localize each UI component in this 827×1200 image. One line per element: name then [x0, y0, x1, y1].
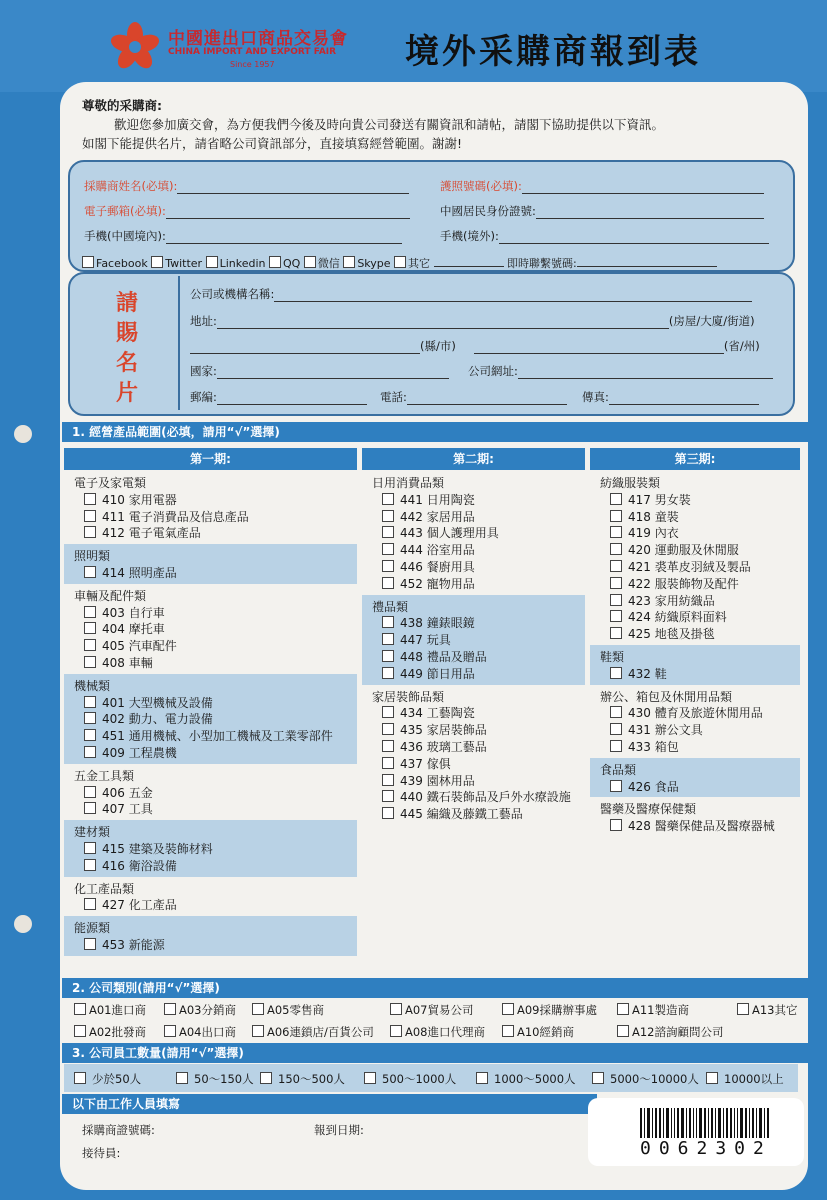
product-label: 409 工程農機 [102, 746, 177, 760]
checkbox[interactable] [84, 566, 96, 578]
product-option[interactable] [610, 541, 739, 558]
checkbox[interactable] [610, 723, 622, 735]
checkbox[interactable] [610, 560, 622, 572]
product-label: 426 食品 [628, 779, 679, 794]
checkbox[interactable] [84, 526, 96, 538]
checkbox[interactable] [382, 493, 394, 505]
checkbox[interactable] [737, 1003, 749, 1015]
company-type-label: A04出口商 [179, 1025, 236, 1039]
product-label: 419 內衣 [628, 526, 679, 541]
phase1-header: 第一期: [64, 448, 357, 470]
intro-text [82, 96, 802, 153]
category-title: 化工產品類 [74, 881, 135, 896]
checkbox[interactable] [84, 802, 96, 814]
product-label: 447 玩具 [400, 633, 451, 648]
company-name-field[interactable]: 公司或機構名稱: [190, 286, 752, 302]
checkbox[interactable] [394, 256, 406, 268]
checkbox[interactable] [390, 1003, 402, 1015]
checkbox[interactable] [84, 729, 96, 741]
product-label: 443 個人護理用具 [400, 526, 499, 541]
category-title: 五金工具類 [74, 768, 135, 783]
checkbox[interactable] [617, 1003, 629, 1015]
category-title: 日用消費品類 [372, 476, 445, 490]
company-type-label: A12諮詢顧問公司 [632, 1025, 724, 1039]
product-option[interactable] [84, 710, 213, 727]
social-option[interactable]: 微信 [304, 257, 340, 270]
serial-number: 0062302 [640, 1138, 772, 1159]
product-label: 416 衛浴設備 [102, 858, 177, 873]
checkbox[interactable] [74, 1025, 86, 1037]
checkbox[interactable] [382, 757, 394, 769]
social-option[interactable]: QQ [269, 257, 300, 270]
checkbox[interactable] [151, 256, 163, 268]
category-title: 車輛及配件類 [74, 588, 147, 603]
employee-count-option[interactable] [592, 1071, 699, 1087]
checkbox[interactable] [269, 256, 281, 268]
checkbox[interactable] [84, 746, 96, 758]
phone-field[interactable]: 電話: [380, 389, 567, 405]
product-option[interactable] [84, 857, 177, 874]
category-title: 機械類 [74, 678, 111, 693]
employee-count-row [64, 1064, 798, 1092]
checkbox[interactable] [84, 938, 96, 950]
product-label: 415 建築及裝飾材料 [102, 842, 213, 856]
product-label: 427 化工產品 [102, 898, 177, 913]
business-card-label: 請 賜 名 片 [115, 290, 138, 406]
website-field[interactable]: 公司網址: [468, 363, 773, 379]
barcode-icon [640, 1108, 800, 1138]
checkbox[interactable] [382, 723, 394, 735]
product-label: 412 電子電氣產品 [102, 526, 201, 541]
checkbox[interactable] [610, 594, 622, 606]
product-label: 421 裘革皮羽絨及製品 [628, 560, 751, 574]
product-label: 402 動力、電力設備 [102, 712, 213, 727]
product-option[interactable] [382, 738, 487, 755]
employee-count-label: 50～150人 [194, 1072, 254, 1086]
checkbox[interactable] [592, 1072, 604, 1084]
phase3-column [590, 448, 800, 976]
checkbox[interactable] [382, 577, 394, 589]
checkbox[interactable] [610, 543, 622, 555]
employee-count-option[interactable] [706, 1071, 784, 1087]
checkbox[interactable] [252, 1025, 264, 1037]
checkbox[interactable] [84, 493, 96, 505]
checkbox[interactable] [84, 656, 96, 668]
product-option[interactable] [84, 800, 153, 817]
product-option[interactable] [84, 784, 153, 801]
checkbox[interactable] [84, 898, 96, 910]
category-title: 家居裝飾品類 [372, 689, 445, 704]
product-option[interactable] [382, 631, 451, 648]
product-option[interactable] [382, 755, 451, 772]
product-label: 440 鐵石裝飾品及戶外水療設施 [400, 790, 571, 805]
product-label: 404 摩托車 [102, 622, 165, 637]
section1-title: 1. 經營產品範圍(必填，請用“√”選擇) [62, 422, 808, 442]
cn-id-field[interactable]: 中國居民身份證號: [440, 203, 764, 219]
product-option[interactable] [610, 738, 679, 755]
checkbox[interactable] [82, 256, 94, 268]
employee-count-label: 500～1000人 [382, 1072, 457, 1086]
social-option[interactable]: Skype [343, 257, 390, 270]
product-label: 420 運動服及休閒服 [628, 543, 739, 558]
category-title: 照明類 [74, 549, 111, 564]
flower-logo-icon [110, 22, 160, 72]
checkbox[interactable] [390, 1025, 402, 1037]
checkbox[interactable] [164, 1025, 176, 1037]
checkbox[interactable] [610, 780, 622, 792]
product-option[interactable] [610, 491, 691, 508]
product-option[interactable] [382, 704, 475, 721]
product-option[interactable] [382, 772, 475, 789]
passport-field[interactable]: 護照號碼(必填): [440, 178, 764, 194]
company-type-label: A07貿易公司 [405, 1003, 474, 1017]
social-option[interactable]: Linkedin [206, 257, 266, 270]
product-label: 423 家用紡織品 [628, 593, 715, 608]
checkbox[interactable] [252, 1003, 264, 1015]
phase3-header: 第三期: [590, 448, 800, 470]
product-option[interactable] [84, 604, 165, 621]
mobile-cn-field[interactable]: 手機(中國境內): [84, 228, 402, 244]
product-option[interactable] [84, 744, 177, 761]
product-label: 439 園林用品 [400, 773, 475, 788]
company-type-option[interactable] [502, 1002, 597, 1018]
checkbox[interactable] [164, 1003, 176, 1015]
product-label: 453 新能源 [102, 938, 165, 952]
checkbox[interactable] [382, 667, 394, 679]
address-field[interactable]: 地址: (房屋/大廈/街道) [190, 314, 755, 328]
checkbox[interactable] [382, 774, 394, 786]
checkbox[interactable] [343, 256, 355, 268]
checkbox[interactable] [617, 1025, 629, 1037]
product-option[interactable] [84, 508, 249, 525]
email-field[interactable]: 電子郵箱(必填): [84, 203, 410, 219]
checkbox[interactable] [706, 1072, 718, 1084]
fair-name-en: CHINA IMPORT AND EXPORT FAIR [168, 47, 337, 57]
fair-since: Since 1957 [230, 60, 275, 69]
employee-count-label: 少於50人 [92, 1072, 142, 1086]
punch-hole [14, 425, 32, 443]
employee-count-option[interactable] [176, 1071, 254, 1087]
company-type-option[interactable] [390, 1024, 485, 1040]
product-option[interactable] [610, 721, 703, 738]
register-date-field[interactable]: 報到日期: [314, 1123, 364, 1137]
product-label: 432 鞋 [628, 666, 667, 681]
product-option[interactable] [382, 491, 475, 508]
form-title: 境外采購商報到表 [405, 32, 701, 72]
company-type-option[interactable] [252, 1024, 374, 1040]
section2-title: 2. 公司類別(請用“√”選擇) [62, 978, 808, 998]
employee-count-option[interactable] [74, 1071, 141, 1087]
fair-name-cn: 中國進出口商品交易會 [168, 29, 348, 49]
employee-count-label: 1000～5000人 [494, 1072, 576, 1086]
checkbox[interactable] [382, 543, 394, 555]
punch-hole [14, 915, 32, 933]
checkbox[interactable] [382, 633, 394, 645]
checkbox[interactable] [84, 696, 96, 708]
product-option[interactable] [382, 614, 475, 631]
phase1-column [64, 448, 357, 976]
category-title: 紡織服裝類 [600, 476, 661, 490]
product-option[interactable] [610, 625, 715, 642]
checkbox[interactable] [382, 740, 394, 752]
checkbox[interactable] [84, 712, 96, 724]
checkbox[interactable] [260, 1072, 272, 1084]
checkbox[interactable] [84, 786, 96, 798]
checkbox[interactable] [610, 740, 622, 752]
product-option[interactable] [84, 727, 333, 744]
product-label: 401 大型機械及設備 [102, 695, 213, 710]
company-type-label: A10經銷商 [517, 1025, 574, 1039]
product-label: 452 寵物用品 [400, 576, 475, 591]
product-option[interactable] [84, 620, 165, 637]
social-option[interactable]: Facebook [82, 257, 148, 270]
product-label: 418 童裝 [628, 509, 679, 524]
product-label: 408 車輛 [102, 656, 153, 670]
product-label: 444 浴室用品 [400, 543, 475, 558]
product-label: 414 照明產品 [102, 566, 177, 580]
company-type-option[interactable] [390, 1002, 474, 1018]
product-label: 417 男女裝 [628, 492, 691, 507]
company-type-label: A05零售商 [267, 1003, 324, 1017]
company-type-option[interactable] [252, 1002, 324, 1018]
buyer-name-field[interactable]: 採購商姓名(必填): [84, 178, 409, 194]
section3-title: 3. 公司員工數量(請用“√”選擇) [62, 1043, 808, 1063]
checkbox[interactable] [84, 842, 96, 854]
checkbox[interactable] [304, 256, 316, 268]
company-type-option[interactable] [502, 1024, 574, 1040]
mobile-abroad-field[interactable]: 手機(境外): [440, 228, 769, 244]
product-option[interactable] [382, 648, 487, 665]
product-label: 407 工具 [102, 802, 153, 817]
checkbox[interactable] [382, 616, 394, 628]
phase2-header: 第二期: [362, 448, 585, 470]
checkbox[interactable] [382, 526, 394, 538]
product-option[interactable] [84, 896, 177, 913]
checkbox[interactable] [610, 610, 622, 622]
employee-count-option[interactable] [476, 1071, 576, 1087]
product-label: 445 編織及藤鐵工藝品 [400, 807, 523, 822]
fax-field[interactable]: 傳真: [582, 389, 759, 405]
product-label: 441 日用陶瓷 [400, 492, 475, 507]
company-type-option[interactable] [617, 1002, 689, 1018]
product-option[interactable] [84, 840, 213, 857]
employee-count-label: 10000以上 [724, 1072, 784, 1086]
product-option[interactable] [610, 608, 727, 625]
product-label: 411 電子消費品及信息產品 [102, 509, 249, 524]
product-label: 424 紡織原料面料 [628, 610, 727, 625]
checkbox[interactable] [84, 639, 96, 651]
product-option[interactable] [610, 817, 775, 834]
product-label: 403 自行車 [102, 605, 165, 620]
product-option[interactable] [84, 524, 201, 541]
product-option[interactable] [382, 805, 523, 822]
company-type-label: A03分銷商 [179, 1003, 236, 1017]
product-label: 438 鐘錶眼鏡 [400, 616, 475, 631]
checkbox[interactable] [84, 622, 96, 634]
product-option[interactable] [382, 558, 475, 575]
category-title: 辦公、箱包及休閒用品類 [600, 689, 733, 704]
social-option[interactable]: Twitter [151, 257, 202, 270]
product-label: 435 家居裝飾品 [400, 723, 487, 738]
social-options [82, 255, 717, 271]
product-option[interactable] [610, 592, 715, 609]
category-title: 食品類 [600, 762, 637, 777]
postcode-field[interactable]: 郵編: [190, 389, 367, 405]
product-option[interactable] [610, 665, 667, 682]
employee-count-option[interactable] [364, 1071, 456, 1087]
product-label: 448 禮品及贈品 [400, 650, 487, 664]
im-number-field[interactable] [577, 256, 717, 267]
category-title: 醫藥及醫療保健類 [600, 802, 697, 817]
category-title: 鞋類 [600, 650, 625, 664]
product-option[interactable] [382, 541, 475, 558]
product-label: 434 工藝陶瓷 [400, 706, 475, 721]
product-label: 430 體育及旅遊休閒用品 [628, 706, 763, 721]
product-label: 449 節日用品 [400, 666, 475, 681]
checkbox[interactable] [382, 560, 394, 572]
product-option[interactable] [610, 508, 679, 525]
product-label: 405 汽車配件 [102, 639, 177, 654]
fair-logo [110, 20, 380, 74]
category-title: 能源類 [74, 921, 111, 936]
checkbox[interactable] [382, 706, 394, 718]
greeting: 尊敬的采購商: [82, 98, 162, 113]
checkbox[interactable] [382, 510, 394, 522]
checkbox[interactable] [84, 606, 96, 618]
intro-line: 如閣下能提供名片，請省略公司資訊部分，直接填寫經營範圍。謝謝! [82, 136, 463, 151]
category-title: 禮品類 [372, 599, 409, 614]
product-option[interactable] [610, 524, 679, 541]
product-option[interactable] [84, 694, 213, 711]
country-field[interactable]: 國家: [190, 363, 449, 379]
product-label: 422 服裝飾物及配件 [628, 576, 739, 591]
product-label: 431 辦公文具 [628, 723, 703, 738]
product-option[interactable] [382, 524, 499, 541]
checkbox[interactable] [74, 1003, 86, 1015]
receptionist-field[interactable]: 接待員: [82, 1146, 121, 1160]
im-number-label: 即時聯繫號碼: [507, 257, 577, 270]
checkbox[interactable] [610, 667, 622, 679]
company-type-label: A06連鎖店/百貨公司 [267, 1025, 374, 1039]
product-label: 437 傢俱 [400, 756, 451, 771]
product-option[interactable] [84, 637, 177, 654]
checkbox[interactable] [74, 1072, 86, 1084]
checkbox[interactable] [382, 790, 394, 802]
product-option[interactable] [84, 491, 177, 508]
product-option[interactable] [84, 654, 153, 671]
product-option[interactable] [382, 721, 487, 738]
product-option[interactable] [382, 788, 571, 805]
checkbox[interactable] [84, 510, 96, 522]
checkbox[interactable] [610, 526, 622, 538]
company-type-label: A01進口商 [89, 1003, 146, 1017]
product-label: 433 箱包 [628, 740, 679, 754]
company-type-option[interactable] [737, 1002, 798, 1018]
checkbox[interactable] [382, 650, 394, 662]
checkbox[interactable] [206, 256, 218, 268]
product-label: 425 地毯及掛毯 [628, 627, 715, 642]
checkbox[interactable] [176, 1072, 188, 1084]
product-option[interactable] [610, 558, 751, 575]
product-label: 451 通用機械、小型加工機械及工業零部件 [102, 729, 333, 744]
product-option[interactable] [382, 508, 475, 525]
product-label: 446 餐廚用具 [400, 560, 475, 574]
product-option[interactable] [382, 575, 475, 592]
company-type-option[interactable] [164, 1002, 236, 1018]
product-option[interactable] [610, 778, 679, 795]
company-type-label: A08進口代理商 [405, 1025, 485, 1039]
checkbox[interactable] [610, 627, 622, 639]
product-option[interactable] [610, 704, 763, 721]
company-type-label: A13其它 [752, 1003, 798, 1017]
checkbox[interactable] [502, 1003, 514, 1015]
category-title: 建材類 [74, 825, 111, 840]
checkbox[interactable] [84, 859, 96, 871]
checkbox[interactable] [476, 1072, 488, 1084]
checkbox[interactable] [610, 819, 622, 831]
company-type-option[interactable] [74, 1024, 146, 1040]
intro-line: 歡迎您參加廣交會，為方便我們今後及時向貴公司發送有關資訊和請帖，請閣下協助提供以下資訊。 [114, 117, 665, 132]
company-type-label: A11製造商 [632, 1003, 689, 1017]
company-type-option[interactable] [164, 1024, 236, 1040]
checkbox[interactable] [502, 1025, 514, 1037]
buyer-number-field[interactable]: 採購商證號碼: [82, 1123, 155, 1137]
checkbox[interactable] [364, 1072, 376, 1084]
product-label: 436 玻璃工藝品 [400, 740, 487, 754]
social-option[interactable]: 其它 [394, 257, 430, 270]
staff-section-title: 以下由工作人員填寫 [62, 1094, 597, 1114]
employee-count-option[interactable] [260, 1071, 345, 1087]
checkbox[interactable] [382, 807, 394, 819]
employee-count-label: 150～500人 [278, 1072, 345, 1086]
product-option[interactable] [84, 564, 177, 581]
company-type-label: A09採購辦事處 [517, 1003, 597, 1017]
checkbox[interactable] [610, 510, 622, 522]
checkbox[interactable] [610, 577, 622, 589]
product-option[interactable] [610, 575, 739, 592]
product-option[interactable] [382, 665, 475, 682]
product-option[interactable] [84, 936, 165, 953]
employee-count-label: 5000～10000人 [610, 1072, 699, 1086]
product-label: 428 醫藥保健品及醫療器械 [628, 819, 775, 834]
product-label: 410 家用電器 [102, 492, 177, 507]
company-type-option[interactable] [617, 1024, 724, 1040]
county-field[interactable]: (縣/市) (省/州) [190, 338, 760, 354]
product-label: 442 家居用品 [400, 509, 475, 524]
company-type-label: A02批發商 [89, 1025, 146, 1039]
card-divider [178, 276, 180, 410]
checkbox[interactable] [610, 493, 622, 505]
company-type-option[interactable] [74, 1002, 146, 1018]
phase2-column [362, 448, 585, 976]
checkbox[interactable] [610, 706, 622, 718]
category-title: 電子及家電類 [74, 476, 147, 490]
product-label: 406 五金 [102, 785, 153, 800]
